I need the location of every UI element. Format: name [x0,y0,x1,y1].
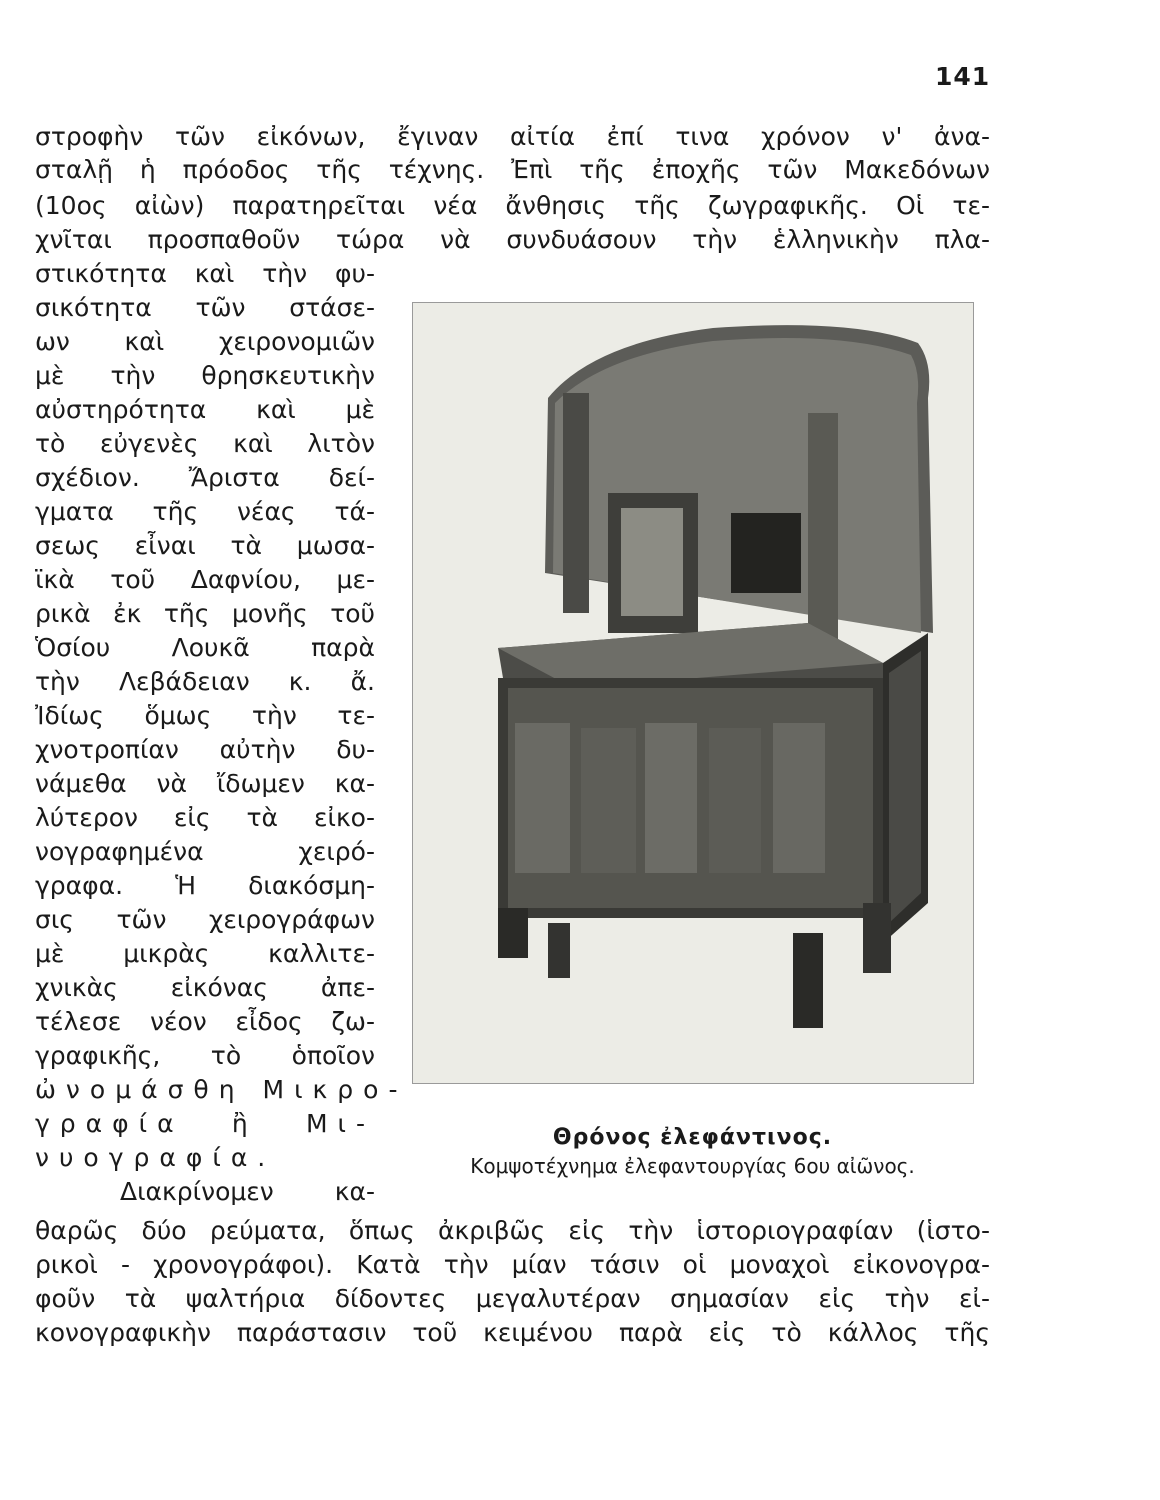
text-line: γματα τῆς νέας τά- [35,497,375,526]
text-line: τὴν Λεβάδειαν κ. ἄ. [35,667,375,696]
text-line: ϊκὰ τοῦ Δαφνίου, με- [35,565,375,594]
text-line: νογραφημένα χειρό- [35,837,375,866]
text-line: (10ος αἰὼν) παρατηρεῖται νέα ἄνθησις τῆς ζωγραφικῆς. Οἱ τε- [35,191,990,220]
figure-caption-title: Θρόνος ἐλεφάντινος. [552,1125,833,1150]
text-line: φοῦν τὰ ψαλτήρια δίδοντες μεγαλυτέραν σημασίαν εἰς τὴν εἰ- [35,1284,990,1313]
text-line: κονογραφικὴν παράστασιν τοῦ κειμένου παρὰ εἰς τὸ κάλλος τῆς [35,1318,990,1347]
text-line: θαρῶς δύο ρεύματα, ὅπως ἀκριβῶς εἰς τὴν ἱστοριογραφίαν (ἱστο- [35,1216,990,1245]
text-line: γραφα. Ἡ διακόσμη- [35,871,375,900]
page-number: 141 [935,62,991,91]
text-line: ρικοὶ - χρονογράφοι). Κατὰ τὴν μίαν τάσιν οἱ μοναχοὶ εἰκονογρα- [35,1250,990,1279]
text-line: χνοτροπίαν αὐτὴν δυ- [35,735,375,764]
text-line: στικότητα καὶ τὴν φυ- [35,259,375,288]
text-line: Ἰδίως ὅμως τὴν τε- [35,701,375,730]
text-line: μὲ μικρὰς καλλιτε- [35,939,375,968]
text-line: νυογραφία. [35,1143,276,1172]
text-line: ων καὶ χειρονομιῶν [35,327,375,356]
text-line: τὸ εὐγενὲς καὶ λιτὸν [35,429,375,458]
text-line: Διακρίνομεν κα- [120,1177,375,1206]
text-line: χνῖται προσπαθοῦν τώρα νὰ συνδυάσουν τὴν ἑλληνικὴν πλα- [35,225,990,254]
text-line: νάμεθα νὰ ἴδωμεν κα- [35,769,375,798]
text-line: σις τῶν χειρογράφων [35,905,375,934]
text-line: σταλῇ ἡ πρόοδος τῆς τέχνης. Ἐπὶ τῆς ἐποχῆς τῶν Μακεδόνων [35,155,990,184]
text-line: μὲ τὴν θρησκευτικὴν [35,361,375,390]
text-line: στροφὴν τῶν εἰκόνων, ἔγιναν αἰτία ἐπί τινα χρόνον ν' ἀνα- [35,122,990,151]
figure-caption-subtitle: Κομψοτέχνημα ἐλεφαντουργίας 6ου αἰῶνος. [470,1154,915,1178]
throne-photo [412,302,974,1084]
text-line: σικότητα τῶν στάσε- [35,293,375,322]
text-line: γραφία ἢ Μι- [35,1109,375,1138]
text-line: ὠνομάσθη Μικρο- [35,1075,408,1104]
text-line: γραφικῆς, τὸ ὁποῖον [35,1041,375,1070]
text-line: χνικὰς εἰκόνας ἀπε- [35,973,375,1002]
text-line: τέλεσε νέον εἶδος ζω- [35,1007,375,1036]
throne-illustration [413,303,973,1083]
text-line: σχέδιον. Ἄριστα δεί- [35,463,375,492]
text-line: ρικὰ ἐκ τῆς μονῆς τοῦ [35,599,375,628]
text-line: σεως εἶναι τὰ μωσα- [35,531,375,560]
text-line: αὐστηρότητα καὶ μὲ [35,395,375,424]
text-line: Ὁσίου Λουκᾶ παρὰ [35,633,375,662]
text-line: λύτερον εἰς τὰ εἰκο- [35,803,375,832]
